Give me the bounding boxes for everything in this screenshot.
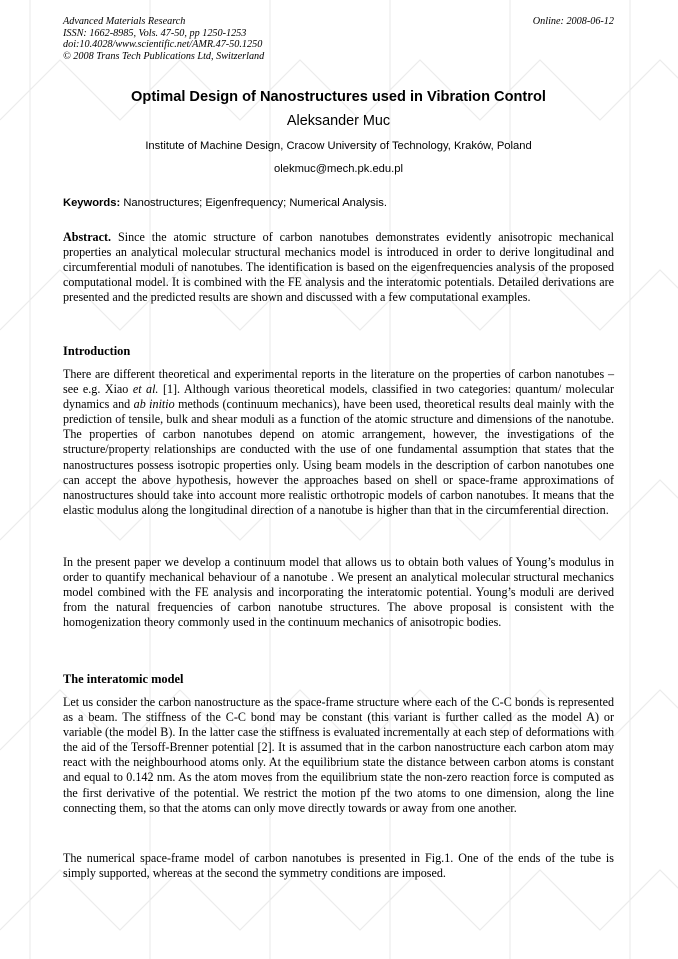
keywords-label: Keywords:: [63, 197, 121, 209]
intro-text-a: There are different theoretical and experimental reports in the literature on the properties of carbon nanotubes – see e.g. Xiao: [63, 367, 614, 397]
paper-title: Optimal Design of Nanostructures used in Vibration Control: [131, 89, 546, 105]
intro-etal: et al.: [132, 382, 159, 397]
introduction-heading: Introduction: [63, 344, 131, 358]
interatomic-paragraph-1: Let us consider the carbon nanostructure as the space-frame structure where each of the C-C bonds is represented as a beam. The stiffness of the C-C bond may be constant (this variant is further called as the model A) or variable (the model B). In the latter case the stiffness is evaluated incrementally at each step of deformations with the aid of the Tersoff-Brenner potential [2]. It is assumed that in the carbon nanostructure each carbon atom may react with the neighbourhood atoms only. At the equilibrium state the distance between carbon atoms is constant and equal to 0.142 nm. As the atom moves from the equilibrium state the non-zero reaction force is computed as the first derivative of the potential. We restrict the motion pf the two atoms to one dimension, along the line connecting them, so that the atoms can only move directly towards or away from one another.: [63, 695, 614, 815]
intro-text-c: methods (continuum mechanics), have been used, theoretical results deal mainly with the prediction of tensile, bulk and shear moduli as a function of the atomic structure and dimensions of the nanotube. The properties of carbon nanotubes depend on atomic arrangement, however, the investigations of the structure/property relationships are conducted with the use of one fundamental assumption that states that the nanostructures possess isotropic properties only. Using beam models in the description of carbon nanotubes one can accept the above hypothesis, however the approaches based on shell or space-frame approximations of nanostructures should take into account more realistic orthotropic models of carbon nanotubes. It means that the elastic modulus along the longitudinal direction of a nanotube is higher than that in the circumferential direction.: [63, 397, 615, 517]
journal-header: [63, 16, 264, 62]
journal-doi: doi:10.4028/www.scientific.net/AMR.47-50.1250: [63, 39, 263, 50]
journal-issn: ISSN: 1662-8985, Vols. 47-50, pp 1250-1253: [63, 27, 247, 39]
intro-text-b: [1]. Although various theoretical models, classified in two categories: quantum/ molecular dynamics and: [63, 382, 614, 412]
journal-name: Advanced Materials Research: [63, 16, 186, 27]
keywords-text: Nanostructures; Eigenfrequency; Numerical Analysis.: [123, 197, 387, 209]
author-email: olekmuc@mech.pk.edu.pl: [274, 163, 403, 175]
interatomic-paragraph-2: The numerical space-frame model of carbon nanotubes is presented in Fig.1. One of the ends of the tube is simply supported, whereas at the second the symmetry conditions are imposed.: [63, 851, 614, 881]
author-affiliation: Institute of Machine Design, Cracow University of Technology, Kraków, Poland: [145, 140, 532, 152]
interatomic-heading: The interatomic model: [63, 672, 184, 686]
keywords: [63, 196, 614, 210]
introduction-paragraph-2: In the present paper we develop a continuum model that allows us to obtain both values of Young’s modulus in order to quantify mechanical behaviour of a nanotube . We present an analytical molecular structural mechanics model combined with the FE analysis and incorporating the interatomic potential. Young’s moduli are derived from the natural frequencies of carbon nanotube structures. The above proposal is consistent with the homogenization theory commonly used in the continuum mechanics of anisotropic bodies.: [63, 555, 614, 630]
introduction-paragraph-1: [63, 367, 614, 518]
online-date: Online: 2008-06-12: [532, 16, 614, 27]
abstract-text: Since the atomic structure of carbon nanotubes demonstrates evidently anisotropic mechanical properties an analytical molecular structural mechanics model is introduced in order to derive longitudinal and circumferential moduli of nanotubes. The identification is based on the eigenfrequencies analysis of the proposed computational model. It is combined with the FE analysis and the interatomic potentials. Detailed derivations are presented and the predicted results are shown and discussed with a few computational examples.: [63, 230, 614, 305]
intro-ab-initio: ab initio: [133, 397, 175, 412]
abstract-label: Abstract.: [63, 230, 112, 244]
journal-copyright: © 2008 Trans Tech Publications Ltd, Switzerland: [63, 50, 265, 62]
abstract: [63, 230, 614, 305]
paper-author: Aleksander Muc: [286, 113, 391, 129]
